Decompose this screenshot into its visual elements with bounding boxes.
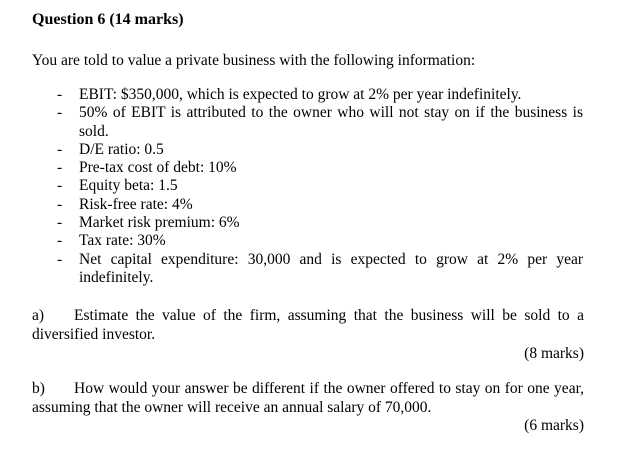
part-b-text: How would your answer be different if the owner offered to stay on for one year, assuming that the owner will receive an annual salary of 70,000. xyxy=(32,380,584,416)
list-item-text: Risk-free rate: 4% xyxy=(79,195,193,213)
list-item xyxy=(0,214,628,232)
list-item-text: Pre-tax cost of debt: 10% xyxy=(79,159,237,177)
bullet-dash: - xyxy=(57,195,63,213)
list-item xyxy=(0,86,628,104)
bullet-dash: - xyxy=(57,104,63,122)
bullet-dash: - xyxy=(57,86,63,103)
list-item-text: D/E ratio: 0.5 xyxy=(79,140,164,158)
part-a-question xyxy=(32,307,584,344)
list-item-text: Market risk premium: 6% xyxy=(79,214,240,232)
bullet-dash: - xyxy=(57,214,63,232)
list-item xyxy=(0,177,628,195)
list-item xyxy=(0,104,628,141)
bullet-dash: - xyxy=(57,140,63,158)
list-item xyxy=(0,232,628,250)
bullet-dash: - xyxy=(57,177,63,195)
part-a-text: Estimate the value of the firm, assuming that the business will be sold to a diversified investor. xyxy=(32,307,584,343)
list-item-text: Equity beta: 1.5 xyxy=(79,177,178,195)
list-item xyxy=(0,159,628,177)
question-title: Question 6 (14 marks) xyxy=(32,11,184,28)
part-a-label: a) xyxy=(32,307,45,324)
list-item-text: Net capital expenditure: 30,000 and is expected to grow at 2% per year indefinitely. xyxy=(79,250,583,286)
part-b-label: b) xyxy=(32,380,45,397)
part-b-question xyxy=(32,380,584,417)
list-item xyxy=(0,251,628,288)
bullet-dash: - xyxy=(57,159,63,177)
list-item-text: 50% of EBIT is attributed to the owner who will not stay on if the business is sold. xyxy=(79,104,583,140)
part-a-marks: (8 marks) xyxy=(524,345,584,362)
bullet-dash: - xyxy=(57,250,63,268)
list-item xyxy=(0,196,628,214)
bullet-dash: - xyxy=(57,232,63,250)
list-item-text: Tax rate: 30% xyxy=(79,232,166,250)
info-list xyxy=(0,86,628,287)
list-item-text: EBIT: $350,000, which is expected to grow at 2% per year indefinitely. xyxy=(79,86,522,103)
question-intro: You are told to value a private business with the following information: xyxy=(32,52,476,69)
list-item xyxy=(0,141,628,159)
part-b-marks: (6 marks) xyxy=(524,417,584,434)
